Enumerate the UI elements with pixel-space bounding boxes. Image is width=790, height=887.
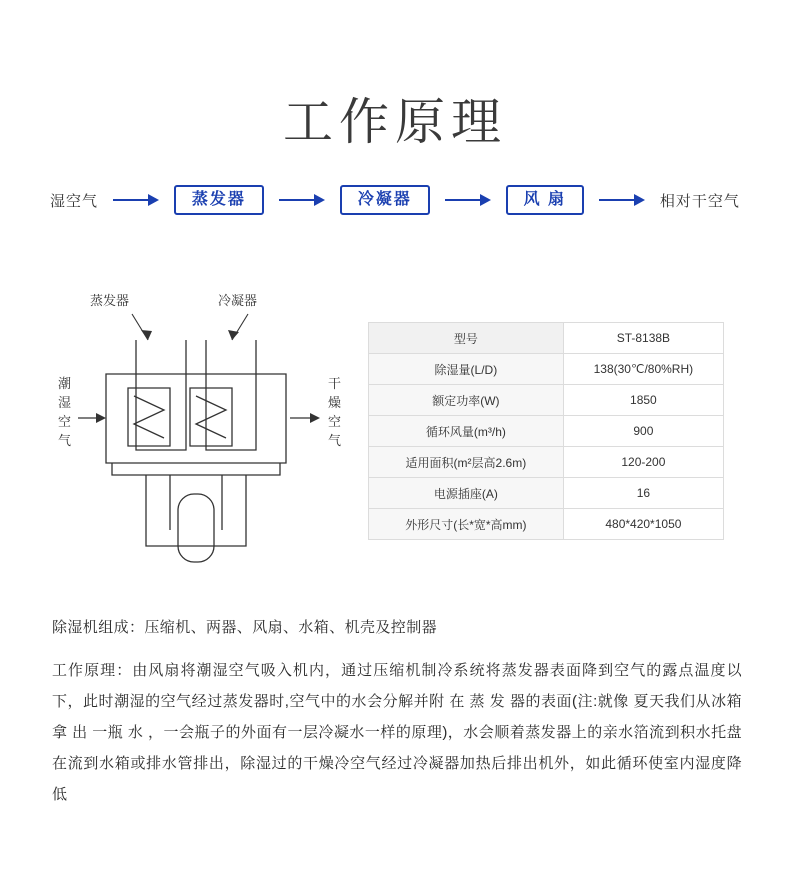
arrow-right-icon-4 <box>599 194 645 206</box>
dehumidifier-schematic <box>60 278 360 578</box>
flow-step-evaporator: 蒸发器 <box>174 185 264 215</box>
spec-label: 型号 <box>369 323 564 354</box>
spec-value: ST-8138B <box>563 323 723 354</box>
callout-evaporator: 蒸发器 <box>90 293 130 308</box>
spec-value: 16 <box>563 478 723 509</box>
arrow-right-icon-1 <box>113 194 159 206</box>
spec-label: 外形尺寸(长*宽*高mm) <box>369 509 564 540</box>
table-row <box>369 509 724 540</box>
spec-value: 138(30℃/80%RH) <box>563 354 723 385</box>
table-row <box>369 478 724 509</box>
table-row <box>369 354 724 385</box>
spec-label: 循环风量(m³/h) <box>369 416 564 447</box>
arrow-right-icon-3 <box>445 194 491 206</box>
table-row <box>369 447 724 478</box>
table-row <box>369 385 724 416</box>
arrow-right-icon-2 <box>279 194 325 206</box>
spec-value: 900 <box>563 416 723 447</box>
table-row <box>369 323 724 354</box>
page-title: 工作原理 <box>283 93 507 151</box>
table-row <box>369 416 724 447</box>
spec-label: 除湿量(L/D) <box>369 354 564 385</box>
label-dry-air-out: 干燥空气 <box>328 376 342 448</box>
principle-paragraph: 工作原理：由风扇将潮湿空气吸入机内，通过压缩机制冷系统将蒸发器表面降到空气的露点温度以下，此时潮湿的空气经过蒸发器时,空气中的水会分解并附 在 蒸 发 器的表面(注:就像 夏天我们从冰箱拿 出 一瓶 水 ，一会瓶子的外面有一层冷凝水一样的原理)，水会顺着蒸发器上的亲水箔流到积水托盘在流到水箱或排水管排出，除湿过的干燥冷空气经过冷凝器加热后排出机外，如此循环使室内湿度降低 <box>52 662 742 803</box>
callout-condenser: 冷凝器 <box>218 293 258 308</box>
spec-value: 120-200 <box>563 447 723 478</box>
spec-label: 额定功率(W) <box>369 385 564 416</box>
label-humid-air-in: 潮湿空气 <box>58 376 72 448</box>
composition-paragraph: 除湿机组成：压缩机、两器、风扇、水箱、机壳及控制器 <box>52 619 438 636</box>
process-flow <box>50 185 740 215</box>
specifications-table <box>368 322 724 540</box>
spec-label: 适用面积(m²层高2.6m) <box>369 447 564 478</box>
flow-step-fan: 风 扇 <box>506 185 584 215</box>
spec-value: 480*420*1050 <box>563 509 723 540</box>
flow-start-label: 湿空气 <box>50 192 99 210</box>
spec-label: 电源插座(A) <box>369 478 564 509</box>
flow-step-condenser: 冷凝器 <box>340 185 430 215</box>
flow-end-label: 相对干空气 <box>659 192 740 210</box>
spec-value: 1850 <box>563 385 723 416</box>
